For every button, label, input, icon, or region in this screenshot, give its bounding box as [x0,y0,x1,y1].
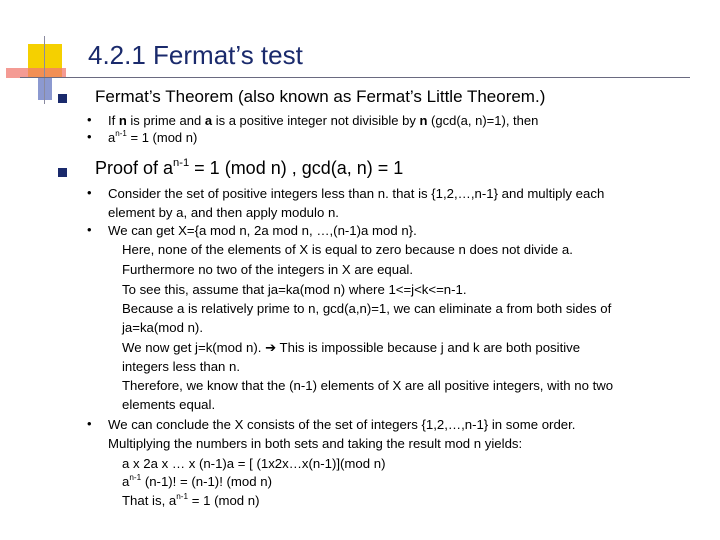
decor-vertical-line [44,36,45,104]
text-run: Proof of a [95,158,174,178]
text-run: = 1 (mod n) , gcd(a, n) = 1 [189,158,404,178]
bullet-dot: • [87,416,92,431]
section1-heading: Fermat’s Theorem (also known as Fermat’s Little Theorem.) [95,87,546,106]
proof-line-7: Because a is relatively prime to n, gcd(a,n)=1, we can eliminate a from both sides of [122,301,612,316]
proof-line-13: We can conclude the X consists of the set of integers {1,2,…,n-1} in some order. [108,417,576,432]
proof-line-4: Here, none of the elements of X is equal to zero because n does not divide a. [122,242,573,257]
bold-var-n: n [118,113,127,128]
text-run: (gcd(a, n)=1), then [427,113,539,128]
proof-line-2: element by a, and then apply modulo n. [108,205,339,220]
text-run: That is, a [122,493,177,508]
proof-line-15: a x 2a x … x (n-1)a = [ (1x2x…x(n-1)](mod n) [122,456,386,471]
bold-var-a: a [204,113,213,128]
superscript: n-1 [129,472,142,482]
proof-line-1: Consider the set of positive integers less than n. that is {1,2,…,n-1} and multiply each [108,186,605,201]
bullet-dot: • [87,185,92,200]
proof-line-6: To see this, assume that ja=ka(mod n) where 1<=j<k<=n-1. [122,282,467,297]
section2-heading [95,158,403,179]
text-run: a [108,130,116,145]
superscript: n-1 [115,128,127,138]
decor-horizontal-line [20,77,690,78]
proof-line-10: integers less than n. [122,359,241,374]
proof-line-11: Therefore, we know that the (n-1) elements of X are all positive integers, with no two [122,378,614,393]
proof-line-14: Multiplying the numbers in both sets and taking the result mod n yields: [108,436,523,451]
section1-bullet-1 [108,113,538,128]
superscript: n-1 [173,156,190,169]
superscript: n-1 [176,491,189,501]
decor-blue-block [38,78,52,100]
text-run: is a positive integer not divisible by [212,113,420,128]
slide-title: 4.2.1 Fermat’s test [88,40,303,70]
text-run: a [122,474,130,489]
text-run: If [108,113,119,128]
proof-line-12: elements equal. [122,397,216,412]
text-run: is prime and [126,113,205,128]
bullet-dot: • [87,112,92,127]
bold-var-n: n [419,113,428,128]
section-bullet-square [58,94,67,103]
text-run: We now get j=k(mod n). [122,340,262,355]
proof-line-5: Furthermore no two of the integers in X are equal. [122,262,414,277]
section1-bullet-2 [108,130,197,145]
bullet-dot: • [87,222,92,237]
proof-line-16 [122,474,272,489]
section-bullet-square [58,168,67,177]
text-run: (n-1)! = (n-1)! (mod n) [141,474,272,489]
proof-line-3: We can get X={a mod n, 2a mod n, …,(n-1)a mod n}. [108,223,417,238]
right-arrow-icon: ➔ [265,340,277,355]
text-run: = 1 (mod n) [126,130,198,145]
text-run: This is impossible because j and k are both positive [276,340,581,355]
proof-line-8: ja=ka(mod n). [122,320,203,335]
bullet-dot: • [87,129,92,144]
text-run: = 1 (mod n) [188,493,260,508]
proof-line-17 [122,493,260,508]
proof-line-9 [122,340,580,355]
